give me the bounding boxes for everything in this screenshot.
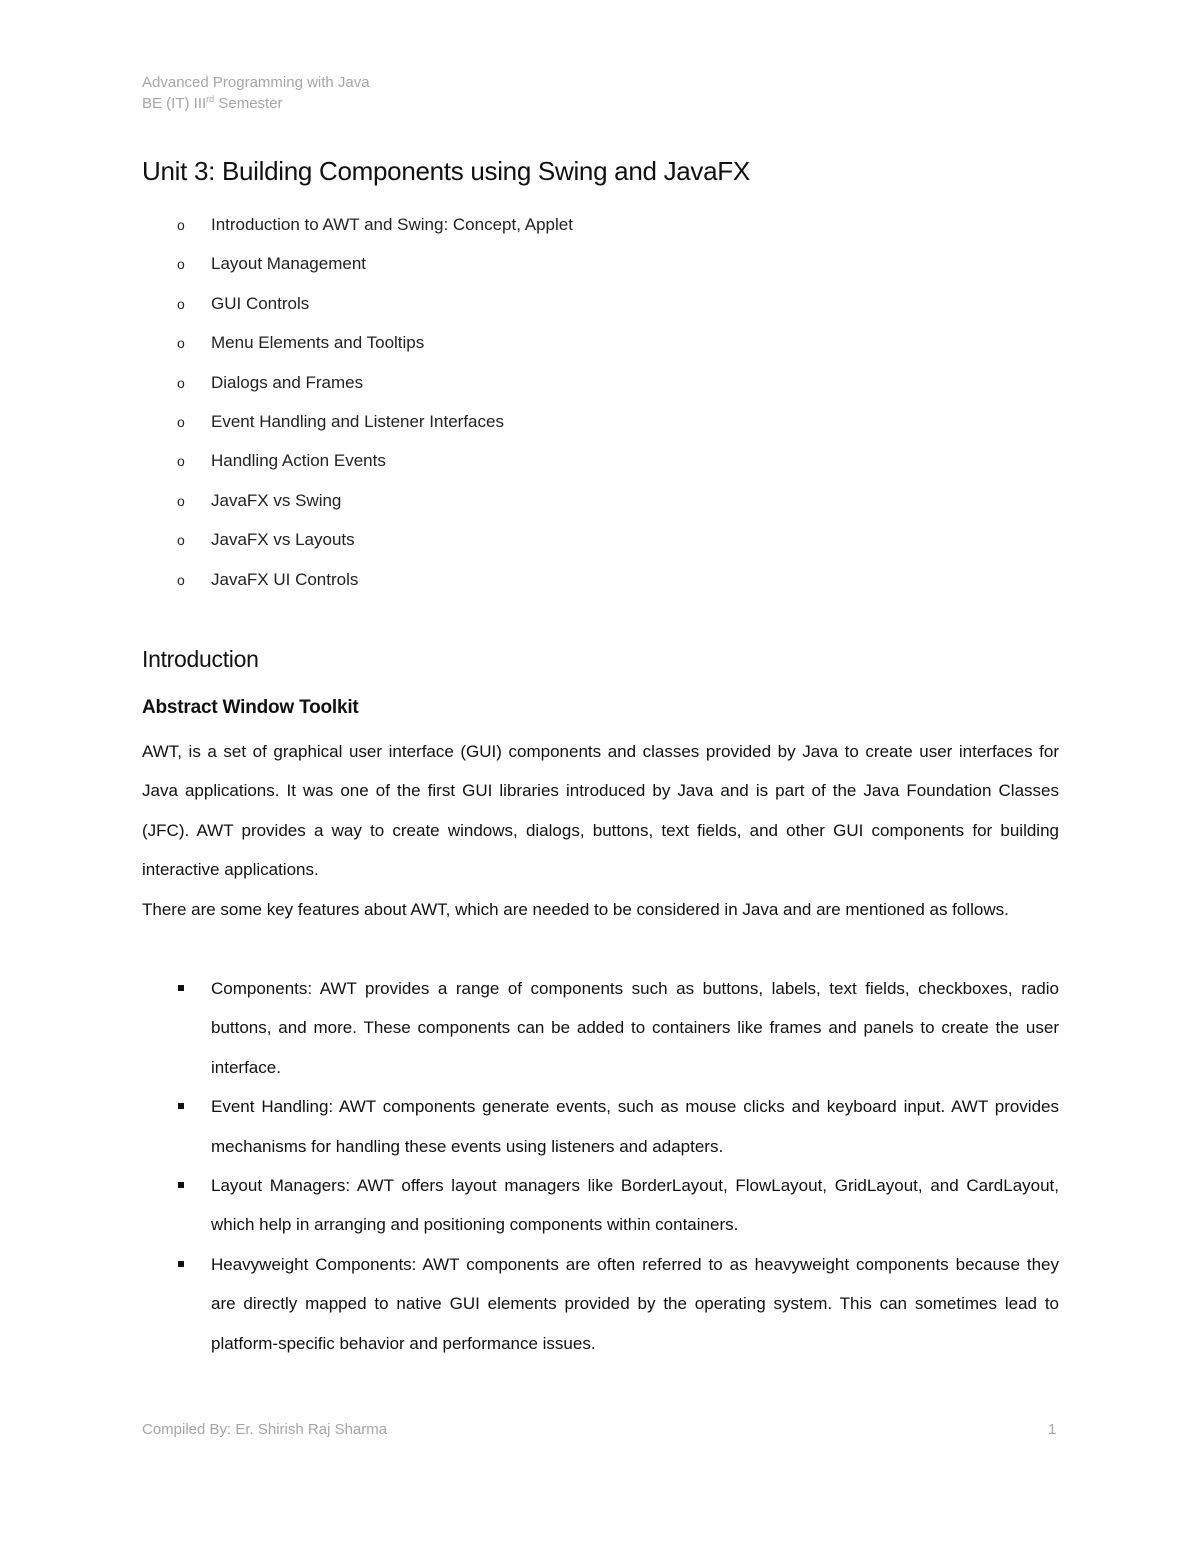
feature-item: [142, 1087, 1059, 1166]
topic-item: [142, 369, 573, 408]
square-bullet-icon: [178, 1103, 184, 1109]
circle-bullet-icon: o: [177, 571, 185, 588]
topic-item: [142, 408, 573, 447]
page-number: 1: [1048, 1421, 1057, 1438]
intro-paragraph: AWT, is a set of graphical user interface (GUI) components and classes provided by Java to create user interfaces for Java applications. It was one of the first GUI libraries introduced by Java and is part of the Java Foundation Classes (JFC). AWT provides a way to create windows, dialogs, buttons, text fields, and other GUI components for building interactive applications.: [142, 742, 1059, 880]
topic-label: Introduction to AWT and Swing: Concept, Applet: [211, 215, 573, 234]
circle-bullet-icon: o: [177, 413, 185, 430]
circle-bullet-icon: o: [177, 217, 185, 233]
square-bullet-icon: [178, 1261, 184, 1267]
page-header: [142, 72, 370, 114]
circle-bullet-icon: o: [177, 335, 185, 352]
semester-prefix: BE (IT) III: [142, 95, 207, 112]
topic-item: [142, 566, 573, 605]
feature-text: Components: AWT provides a range of components such as buttons, labels, text fields, checkboxes, radio buttons, and more. These components can be added to containers like frames and panels to create the user interface.: [211, 979, 1059, 1077]
topic-label: Layout Management: [211, 254, 366, 274]
course-name: Advanced Programming with Java: [142, 74, 370, 91]
topic-item: [142, 329, 573, 368]
topic-list: [142, 211, 573, 605]
unit-title: Unit 3: Building Components using Swing and JavaFX: [142, 156, 750, 186]
topic-item: [142, 250, 573, 289]
topic-label: Event Handling and Listener Interfaces: [211, 411, 504, 431]
topic-label: Handling Action Events: [211, 451, 386, 471]
feature-text: Layout Managers: AWT offers layout managers like BorderLayout, FlowLayout, GridLayout, and CardLayout, which help in arranging and positioning components within containers.: [211, 1176, 1059, 1235]
circle-bullet-icon: o: [177, 532, 185, 549]
topic-item: [142, 211, 573, 250]
section-heading: Introduction: [142, 646, 259, 672]
topic-label: JavaFX UI Controls: [211, 569, 359, 589]
features-intro-paragraph: There are some key features about AWT, which are needed to be considered in Java and are mentioned as follows.: [142, 900, 1009, 919]
feature-item: [142, 969, 1059, 1087]
circle-bullet-icon: o: [177, 492, 185, 509]
semester-ordinal: rd: [206, 94, 215, 104]
circle-bullet-icon: o: [177, 374, 185, 391]
sub-heading: Abstract Window Toolkit: [142, 697, 359, 718]
square-bullet-icon: [178, 985, 184, 991]
topic-item: [142, 526, 573, 565]
topic-label: Menu Elements and Tooltips: [211, 333, 425, 353]
feature-list: [142, 969, 1059, 1363]
square-bullet-icon: [178, 1182, 184, 1188]
feature-item: [142, 1166, 1059, 1245]
topic-item: [142, 290, 573, 329]
semester-label: [142, 93, 370, 114]
topic-label: GUI Controls: [211, 293, 310, 313]
footer-author: Compiled By: Er. Shirish Raj Sharma: [142, 1421, 388, 1438]
topic-item: [142, 487, 573, 526]
topic-item: [142, 447, 573, 486]
feature-text: Heavyweight Components: AWT components are often referred to as heavyweight components because they are directly mapped to native GUI elements provided by the operating system. This can sometimes lead to platform-specific behavior and performance issues.: [211, 1254, 1059, 1353]
circle-bullet-icon: o: [177, 256, 185, 273]
feature-text: Event Handling: AWT components generate events, such as mouse clicks and keyboard input. AWT provides mechanisms for handling these events using listeners and adapters.: [211, 1097, 1059, 1156]
topic-label: Dialogs and Frames: [211, 372, 364, 392]
topic-label: JavaFX vs Layouts: [211, 530, 355, 550]
circle-bullet-icon: o: [177, 295, 185, 312]
feature-item: [142, 1245, 1059, 1363]
semester-suffix: Semester: [214, 95, 283, 112]
topic-label: JavaFX vs Swing: [211, 490, 342, 510]
circle-bullet-icon: o: [177, 453, 185, 470]
